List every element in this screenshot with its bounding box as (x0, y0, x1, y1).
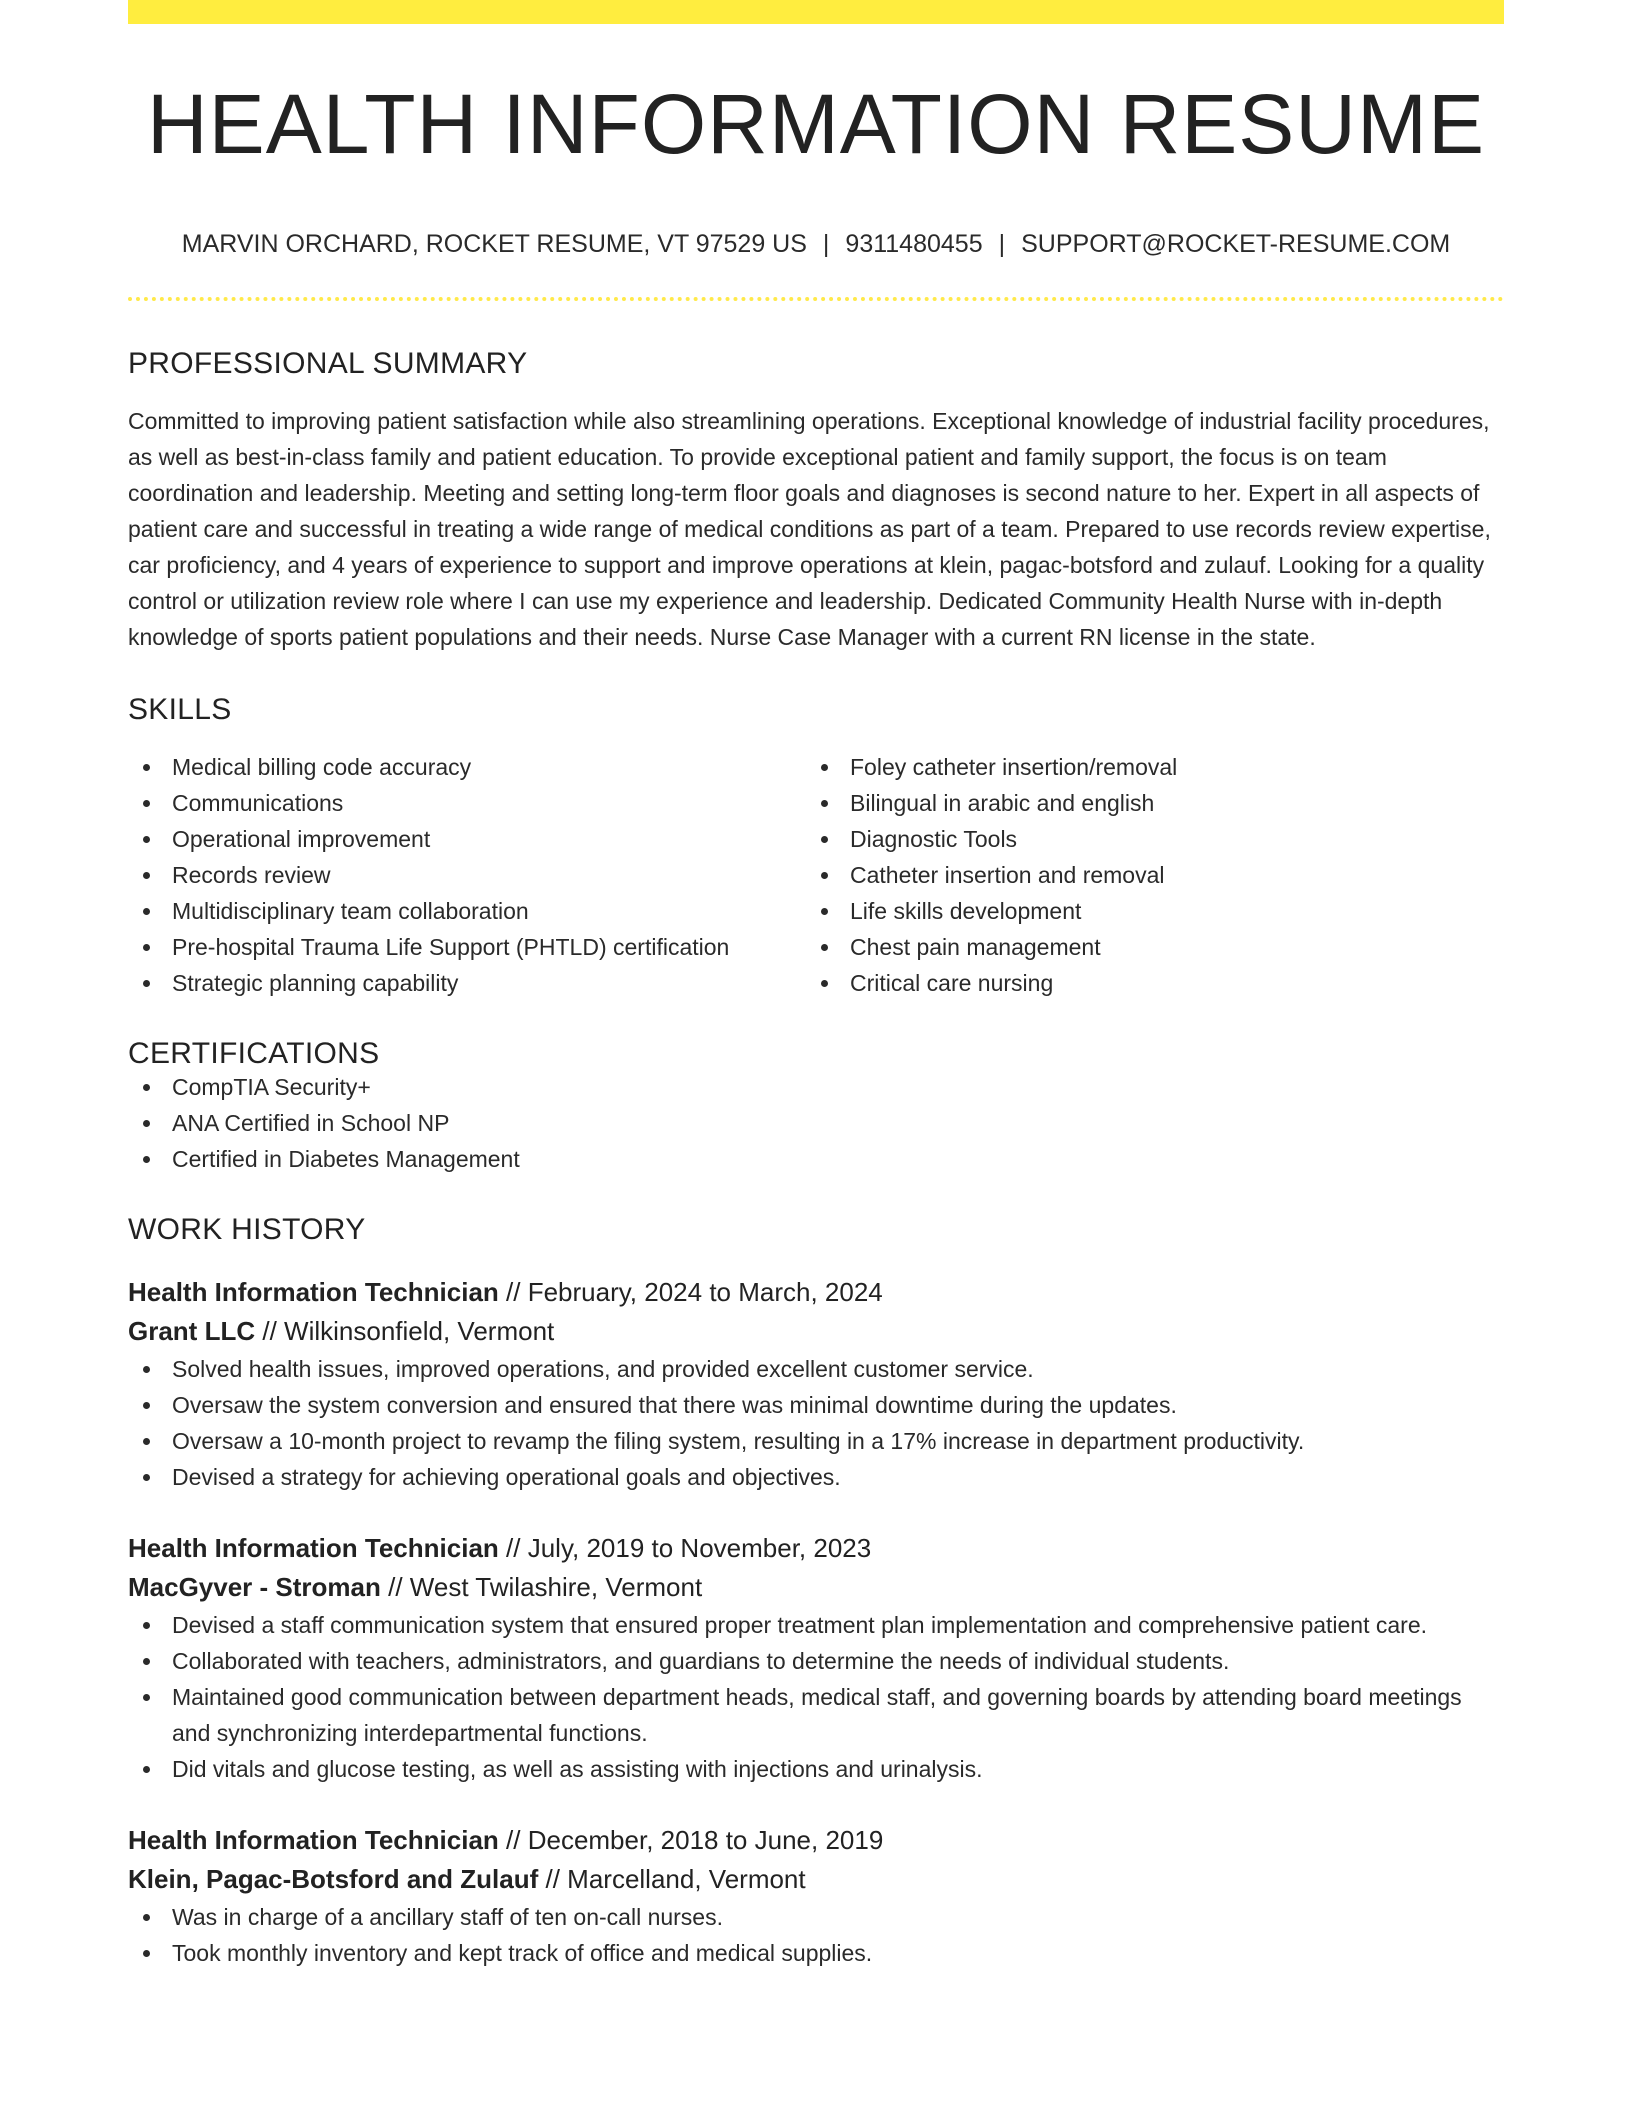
job-dates: July, 2019 to November, 2023 (527, 1533, 872, 1563)
certification-item: ANA Certified in School NP (128, 1105, 1504, 1141)
job-duty: Was in charge of a ancillary staff of ten on-call nurses. (128, 1899, 1504, 1935)
job-entry (128, 1273, 1504, 1495)
certifications-heading: CERTIFICATIONS (128, 1037, 380, 1070)
work-history-list (128, 1273, 1504, 1971)
contact-line (128, 232, 1504, 257)
accent-bar (128, 0, 1504, 24)
skill-item: Multidisciplinary team collaboration (128, 893, 806, 929)
skill-item: Chest pain management (806, 929, 1504, 965)
job-location: Marcelland, Vermont (567, 1864, 806, 1894)
job-duty: Oversaw the system conversion and ensured that there was minimal downtime during the updates. (128, 1387, 1504, 1423)
job-company-line (128, 1860, 1504, 1899)
job-company: Grant LLC (128, 1316, 256, 1346)
job-title-line (128, 1821, 1504, 1860)
job-divider: // (506, 1277, 521, 1307)
contact-separator: | (998, 230, 1006, 258)
skill-item: Pre-hospital Trauma Life Support (PHTLD) certification (128, 929, 806, 965)
skill-item: Communications (128, 785, 806, 821)
job-divider: // (506, 1825, 521, 1855)
job-title-line (128, 1273, 1504, 1312)
certification-item: Certified in Diabetes Management (128, 1141, 1504, 1177)
job-location: West Twilashire, Vermont (409, 1572, 703, 1602)
skill-item: Life skills development (806, 893, 1504, 929)
skill-item: Strategic planning capability (128, 965, 806, 1001)
job-title-line (128, 1529, 1504, 1568)
job-divider: // (262, 1316, 277, 1346)
job-duty: Devised a strategy for achieving operational goals and objectives. (128, 1459, 1504, 1495)
certification-item: CompTIA Security+ (128, 1069, 1504, 1105)
certifications-list (128, 1069, 1504, 1177)
job-location: Wilkinsonfield, Vermont (284, 1316, 555, 1346)
skill-item: Critical care nursing (806, 965, 1504, 1001)
job-divider: // (545, 1864, 560, 1894)
job-duty: Devised a staff communication system that ensured proper treatment plan implementation and comprehensive patient care. (128, 1607, 1504, 1643)
skills-list (128, 749, 1504, 1001)
skill-item: Foley catheter insertion/removal (806, 749, 1504, 785)
header-divider (128, 297, 1504, 301)
job-divider: // (388, 1572, 403, 1602)
job-company-line (128, 1312, 1504, 1351)
contact-address: MARVIN ORCHARD, ROCKET RESUME, VT 97529 US (181, 230, 807, 258)
job-duty: Solved health issues, improved operations, and provided excellent customer service. (128, 1351, 1504, 1387)
job-duties (128, 1899, 1504, 1971)
job-duty: Did vitals and glucose testing, as well as assisting with injections and urinalysis. (128, 1751, 1504, 1787)
skill-item: Diagnostic Tools (806, 821, 1504, 857)
job-duties (128, 1607, 1504, 1787)
resume-title: HEALTH INFORMATION RESUME (147, 77, 1485, 171)
skill-item: Medical billing code accuracy (128, 749, 806, 785)
job-entry (128, 1529, 1504, 1787)
job-dates: December, 2018 to June, 2019 (527, 1825, 884, 1855)
skill-item: Catheter insertion and removal (806, 857, 1504, 893)
summary-text: Committed to improving patient satisfaction while also streamlining operations. Exceptional knowledge of industrial facility procedures, as well as best-in-class family and patient education. To provide exceptional patient and family support, the focus is on team coordination and leadership. Meeting and setting long-term floor goals and diagnoses is second nature to her. Expert in all aspects of patient care and successful in treating a wide range of medical conditions as part of a team. Prepared to use records review expertise, car proficiency, and 4 years of experience to support and improve operations at klein, pagac-botsford and zulauf. Looking for a quality control or utilization review role where I can use my experience and leadership. Dedicated Community Health Nurse with in-depth knowledge of sports patient populations and their needs. Nurse Case Manager with a current RN license in the state. (128, 408, 1491, 650)
skill-item: Operational improvement (128, 821, 806, 857)
skill-item: Records review (128, 857, 806, 893)
summary-heading: PROFESSIONAL SUMMARY (128, 347, 528, 380)
resume-page (128, 0, 1504, 1971)
skills-column-right (806, 749, 1504, 1001)
job-duty: Took monthly inventory and kept track of office and medical supplies. (128, 1935, 1504, 1971)
job-company-line (128, 1568, 1504, 1607)
job-duty: Oversaw a 10-month project to revamp the filing system, resulting in a 17% increase in department productivity. (128, 1423, 1504, 1459)
skills-heading: SKILLS (128, 693, 232, 726)
contact-phone: 9311480455 (845, 230, 983, 258)
job-divider: // (506, 1533, 521, 1563)
job-role: Health Information Technician (128, 1277, 499, 1307)
work-history-heading: WORK HISTORY (128, 1213, 366, 1246)
job-company: Klein, Pagac-Botsford and Zulauf (128, 1864, 539, 1894)
job-role: Health Information Technician (128, 1533, 499, 1563)
job-role: Health Information Technician (128, 1825, 499, 1855)
job-dates: February, 2024 to March, 2024 (527, 1277, 883, 1307)
skills-column-left (128, 749, 806, 1001)
contact-separator: | (822, 230, 830, 258)
job-entry (128, 1821, 1504, 1971)
job-duty: Collaborated with teachers, administrators, and guardians to determine the needs of individual students. (128, 1643, 1504, 1679)
job-duties (128, 1351, 1504, 1495)
skill-item: Bilingual in arabic and english (806, 785, 1504, 821)
job-company: MacGyver - Stroman (128, 1572, 381, 1602)
job-duty: Maintained good communication between department heads, medical staff, and governing boards by attending board meetings and synchronizing interdepartmental functions. (128, 1679, 1504, 1751)
contact-email: SUPPORT@ROCKET-RESUME.COM (1021, 230, 1451, 258)
